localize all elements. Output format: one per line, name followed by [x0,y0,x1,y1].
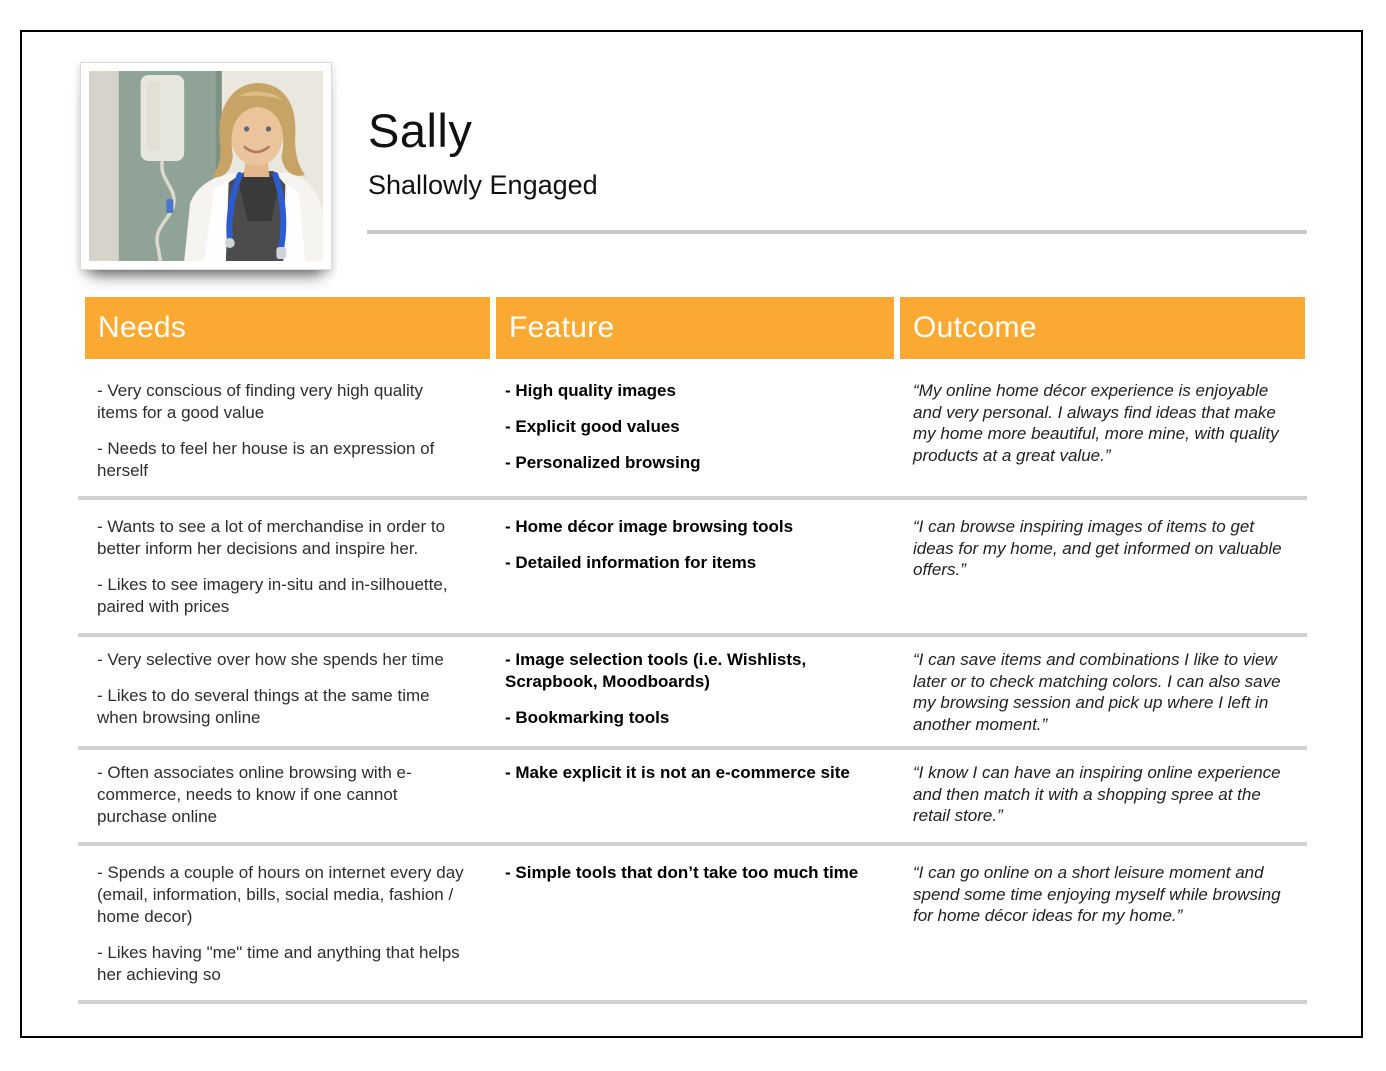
feature-cell [496,516,894,633]
title-divider [367,230,1307,234]
outcome-cell [900,649,1305,746]
outcome-item: “I know I can have an inspiring online experience and then match it with a shopping spree at the retail store.” [913,763,1281,825]
feature-cell [496,649,894,746]
need-item: - Often associates online browsing with e-commerce, needs to know if one cannot purchase online [97,763,412,826]
persona-photo-illustration [89,71,323,261]
needs-cell [85,762,490,842]
feature-item: - Personalized browsing [505,453,701,472]
feature-item: - Home décor image browsing tools [505,517,794,536]
persona-photo [80,62,332,270]
feature-item: - Make explicit it is not an e-commerce site [505,763,850,782]
table-row [85,846,1305,1000]
feature-item: - High quality images [505,381,676,400]
need-item: - Likes to see imagery in-situ and in-silhouette, paired with prices [97,575,448,616]
need-item: - Likes having "me" time and anything that helps her achieving so [97,943,460,984]
row-divider [78,1000,1307,1004]
feature-cell [496,380,894,496]
outcome-item: “My online home décor experience is enjoyable and very personal. I always find ideas that make my home more beautiful, more mine, with quality products at a great value.” [913,381,1279,465]
feature-item: - Simple tools that don’t take too much time [505,863,859,882]
table-body [85,359,1305,1004]
needs-cell [85,516,490,633]
need-item: - Needs to feel her house is an expression of herself [97,439,435,480]
table-row [85,637,1305,746]
need-item: - Wants to see a lot of merchandise in order to better inform her decisions and inspire her. [97,517,446,558]
outcome-cell [900,862,1305,1000]
needs-cell [85,862,490,1000]
persona-table [85,297,1305,1004]
table-row [85,750,1305,842]
persona-name: Sally [368,104,473,157]
outcome-cell [900,380,1305,496]
need-item: - Likes to do several things at the same time when browsing online [97,686,430,727]
table-header-row [85,297,1305,359]
table-row [85,359,1305,496]
persona-tagline: Shallowly Engaged [368,170,598,200]
column-header-outcome: Outcome [900,297,1305,359]
feature-cell [496,862,894,1000]
table-row [85,500,1305,633]
outcome-item: “I can go online on a short leisure moment and spend some time enjoying myself while browsing for home décor ideas for my home.” [913,863,1281,925]
column-header-feature: Feature [496,297,894,359]
outcome-cell [900,516,1305,633]
feature-cell [496,762,894,842]
feature-item: - Bookmarking tools [505,708,670,727]
column-header-needs: Needs [85,297,490,359]
feature-item: - Explicit good values [505,417,680,436]
feature-item: - Image selection tools (i.e. Wishlists, Scrapbook, Moodboards) [505,650,807,691]
outcome-item: “I can browse inspiring images of items to get ideas for my home, and get informed on valuable offers.” [913,517,1282,579]
need-item: - Very selective over how she spends her time [97,650,444,669]
needs-cell [85,380,490,496]
outcome-item: “I can save items and combinations I like to view later or to check matching colors. I can also save my browsing session and pick up where I left in another moment.” [913,650,1281,734]
outcome-cell [900,762,1305,842]
need-item: - Very conscious of finding very high quality items for a good value [97,381,424,422]
needs-cell [85,649,490,746]
feature-item: - Detailed information for items [505,553,757,572]
need-item: - Spends a couple of hours on internet every day (email, information, bills, social media, fashion / home decor) [97,863,464,926]
